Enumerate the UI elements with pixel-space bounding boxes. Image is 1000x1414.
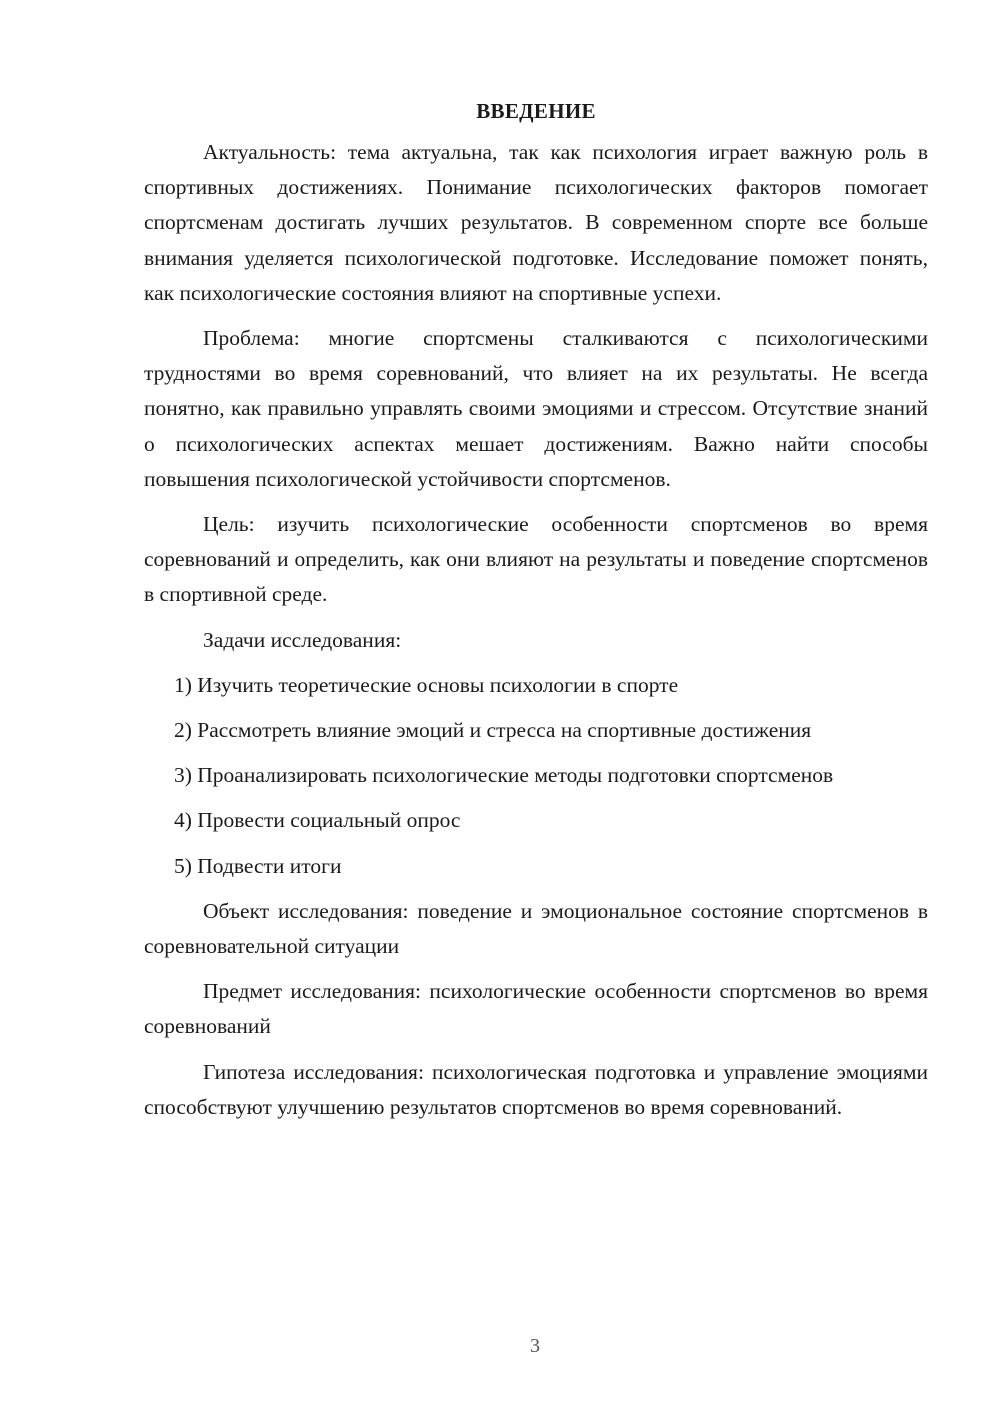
- section-title: ВВЕДЕНИЕ: [476, 99, 596, 123]
- page-number: 3: [530, 1335, 540, 1357]
- relevance-paragraph: Актуальность: тема актуальна, так как психология играет важную роль в спортивных достижениях. Понимание психологических факторов помогает спортсменам достигать лучших результатов. В современном спорте все больше внимания уделяется психологической подготовке. Исследование поможет понять, как психологические состояния влияют на спортивные успехи.: [144, 140, 928, 305]
- hypothesis-paragraph: Гипотеза исследования: психологическая подготовка и управление эмоциями способствуют улучшению результатов спортсменов во время соревнований.: [144, 1059, 928, 1119]
- subject-paragraph: Предмет исследования: психологические особенности спортсменов во время соревнований: [144, 979, 928, 1039]
- object-paragraph: Объект исследования: поведение и эмоциональное состояние спортсменов в соревновательной ситуации: [144, 898, 928, 959]
- task-item-1: 1) Изучить теоретические основы психологии в спорте: [174, 672, 679, 697]
- problem-paragraph: Проблема: многие спортсмены сталкиваются с психологическими трудностями во время соревнований, что влияет на их результаты. Не всегда понятно, как правильно управлять своими эмоциями и стрессом. Отсутствие знаний о психологических аспектах мешает достижениям. Важно найти способы повышения психологической устойчивости спортсменов.: [144, 326, 928, 491]
- task-item-4: 4) Провести социальный опрос: [174, 808, 461, 833]
- task-item-2: 2) Рассмотреть влияние эмоций и стресса на спортивные достижения: [174, 718, 812, 743]
- task-item-3: 3) Проанализировать психологические методы подготовки спортсменов: [174, 763, 834, 788]
- task-item-5: 5) Подвести итоги: [174, 853, 342, 878]
- page-content: [144, 96, 928, 1135]
- goal-paragraph: Цель: изучить психологические особенности спортсменов во время соревнований и определить, как они влияют на результаты и поведение спортсменов в спортивной среде.: [144, 512, 928, 607]
- tasks-heading: Задачи исследования:: [203, 627, 402, 652]
